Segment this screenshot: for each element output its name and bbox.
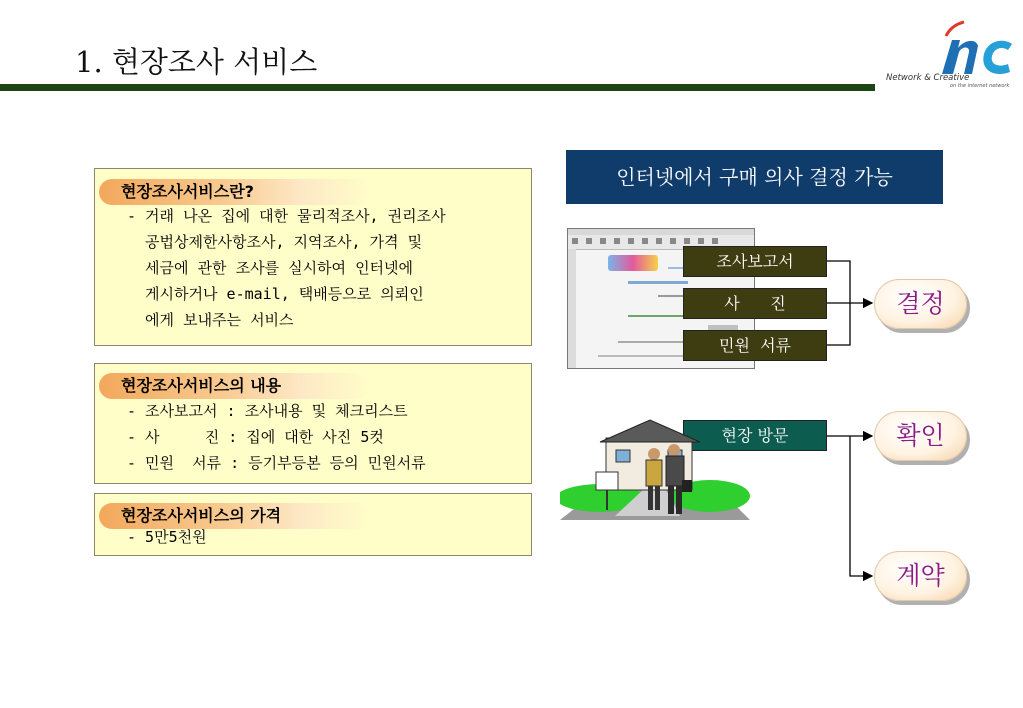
outcome-confirm: 확인 <box>874 411 967 461</box>
panel-heading: 현장조사서비스의 가격 <box>99 503 369 529</box>
panel-line: 에게 보내주는 서비스 <box>127 311 294 329</box>
panel-line: - 조사보고서 : 조사내용 및 체크리스트 <box>127 402 408 420</box>
house-visit-illustration <box>560 418 750 524</box>
panel-heading: 현장조사서비스란? <box>99 179 369 205</box>
panel-line: - 5만5천원 <box>127 528 207 546</box>
outcome-decision: 결정 <box>874 279 967 329</box>
panel-line: - 거래 나온 집에 대한 물리적조사, 권리조사 <box>127 207 446 225</box>
panel-line: 공법상제한사항조사, 지역조사, 가격 및 <box>127 233 423 251</box>
logo-subtagline: on the internet network <box>950 83 1010 89</box>
outcome-contract: 계약 <box>874 551 967 601</box>
site-visit-box: 현장 방문 <box>683 420 827 451</box>
panel-line: 게시하거나 e-mail, 택배등으로 의뢰인 <box>127 285 424 303</box>
doc-civil-documents-box: 민원 서류 <box>683 330 827 361</box>
panel-line: 세금에 관한 조사를 실시하여 인터넷에 <box>127 259 414 277</box>
diagram-headline: 인터넷에서 구매 의사 결정 가능 <box>566 150 943 204</box>
logo-tagline: Network & Creative <box>886 73 970 83</box>
page-title: 1. 현장조사 서비스 <box>75 45 318 79</box>
doc-report-box: 조사보고서 <box>683 246 827 277</box>
panel-heading: 현장조사서비스의 내용 <box>99 373 369 399</box>
panel-line: - 사 진 : 집에 대한 사진 5컷 <box>127 428 384 446</box>
arrow-to-contract <box>850 436 872 576</box>
panel-line: - 민원 서류 : 등기부등본 등의 민원서류 <box>127 454 426 472</box>
doc-photo-box: 사 진 <box>683 288 827 319</box>
